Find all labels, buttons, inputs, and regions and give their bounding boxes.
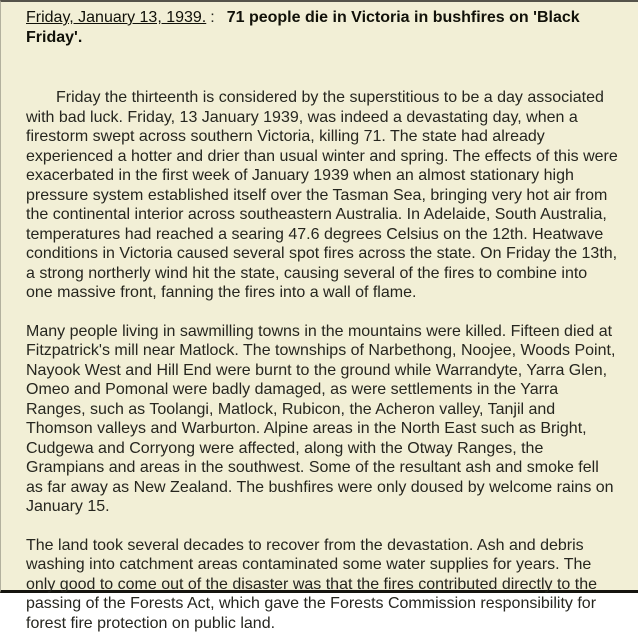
headline: 71 people die in Victoria in bushfires on 'Black Friday'. — [26, 9, 580, 46]
paragraph-aftermath: The land took several decades to recover from the devastation. Ash and debris washing into catchment areas contaminated some water supplies for years. The only good to come out of the disaster was that the fires contributed directly to the passing of the Forests Act, which gave the Forests Commission responsibility for forest fire protection on public land. — [26, 536, 618, 633]
paragraph-towns-affected: Many people living in sawmilling towns in the mountains were killed. Fifteen died at Fitzpatrick's mill near Matlock. The townships of Narbethong, Noojee, Woods Point, Nayook West and Hill End were burnt to the ground while Warrandyte, Yarra Glen, Omeo and Pomonal were badly damaged, as were settlements in the Yarra Ranges, such as Toolangi, Matlock, Rubicon, the Acheron valley, Tanjil and Thomson valleys and Warburton. Alpine areas in the North East such as Bright, Cudgewa and Corryong were affected, along with the Otway Ranges, the Grampians and areas in the southwest. Some of the resultant ash and smoke fell as far away as New Zealand. The bushfires were only doused by welcome rains on January 15. — [26, 322, 618, 517]
header-separator: : — [210, 9, 214, 26]
article-header — [26, 8, 618, 48]
paragraph-weather-buildup: Friday the thirteenth is considered by the superstitious to be a day associated with bad luck. Friday, 13 January 1939, was indeed a devastating day, when a firestorm swept across southern Victoria, killing 71. The state had already experienced a hotter and drier than usual winter and spring. The effects of this were exacerbated in the first week of January 1939 when an almost stationary high pressure system established itself over the Tasman Sea, bringing very hot air from the continental interior across southeastern Australia. In Adelaide, South Australia, temperatures had reached a searing 47.6 degrees Celsius on the 12th. Heatwave conditions in Victoria caused several spot fires across the state. On Friday the 13th, a strong northerly wind hit the state, causing several of the fires to combine into one massive front, fanning the fires into a wall of flame. — [26, 88, 618, 303]
date-link[interactable]: Friday, January 13, 1939. — [26, 9, 206, 26]
